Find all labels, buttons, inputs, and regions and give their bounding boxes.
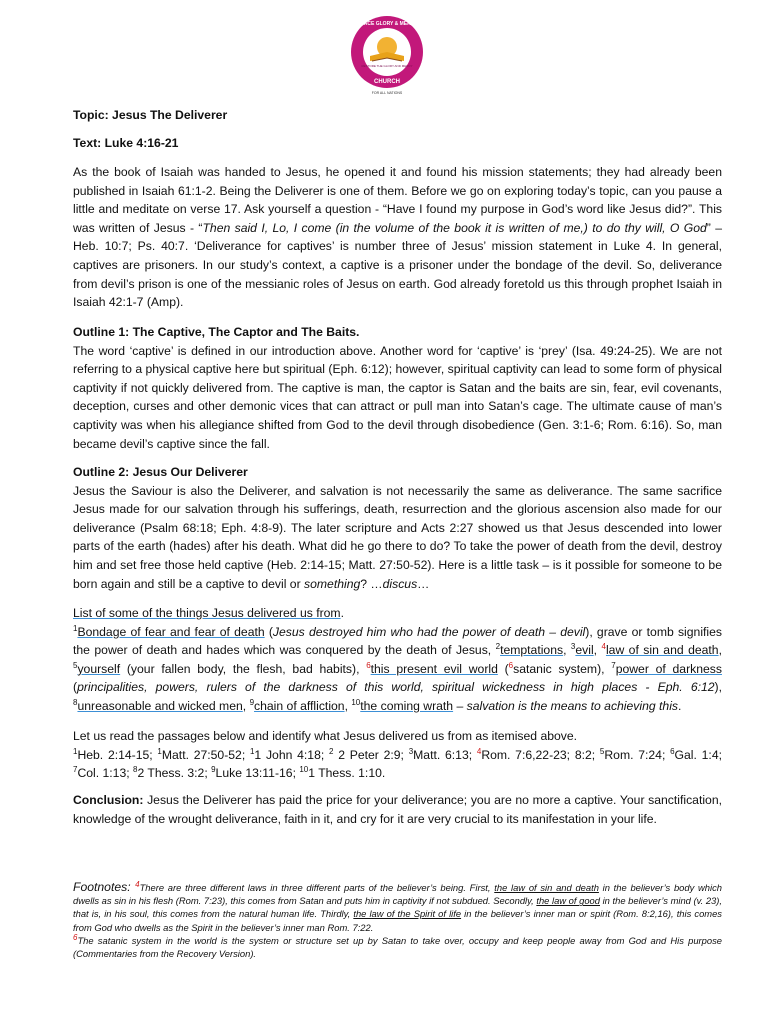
church-logo — [346, 14, 428, 96]
outline2-body: Jesus the Saviour is also the Deliverer, and salvation is not necessarily the same as deliverance. The same sacrifice Jesus made for our salvation through his sufferings, death, resurrection and the glorious ascension also made for our deliverance (Psalm 68:18; Eph. 4:8-9). The later scripture and Acts 2:27 showed us that Jesus descended into lower parts of the earth (hades) after his death. What did he go there to do? To take the power of death from the devil, destroy him and set free those held captive (Heb. 2:14-15; Matt. 27:50-52). Here is a little task – is it possible for someone to be born again and still be a captive to devil or — [73, 483, 722, 591]
text-reference: Text: Luke 4:16-21 — [73, 136, 179, 150]
outline1-body: The word ‘captive’ is defined in our introduction above. Another word for ‘captive’ is ‘prey’ (Isa. 49:24-25). We are not referring to a physical captive here but spiritual (Eph. 6:12); however, spiritual captivity can lead to some form of physical captivity if not quickly delivered from. The captive is man, the captor is Satan and the baits are sin, fear, evil covenants, deception, curses and other demonic vices that can attract or pull man into Satan’s cage. The ultimate cause of man’s captivity was when his allegiance shifted from God to the devil through disobedience (Gen. 3:1-6; Rom. 6:16). So, man became devil’s captive since the fall. — [73, 343, 722, 451]
deliverance-list: List of some of the things Jesus delivered us from. $^1$Bondage of fear and fear of death (Jesus destroyed him who had the power of death – devil), grave or tomb signifies the power of death and hades which was conquered by the death of Jesus, $^2$temptations, $^3$evil, $^4$law of sin and death, $^5$yourself (your fallen body, the flesh, bad habits), $^6$this present evil world ($^6$satanic system), $^7$power of darkness (principalities, powers, rulers of the darkness of this world, spiritual wickedness in high places - Eph. 6:12), $^8$unreasonable and wicked men, $^9$chain of affliction, $^{10}$the coming wrath – salvation is the means to achieving this. — [73, 606, 722, 713]
quote-text: Then said I, Lo, I come (in the volume of the book it is written of me,) to do thy will, O God — [202, 220, 707, 235]
logo-tagline: FOR ALL NATIONS — [371, 91, 403, 95]
passages-refs: $^1$Heb. 2:14-15; $^1$Matt. 27:50-52; $^1$1 John 4:18; $^2$ 2 Peter 2:9; $^3$Matt. 6:13; $^4$Rom. 7:6,22-23; 8:2; $^5$Rom. 7:24; $^6$Gal. 1:4; $^7$Col. 1:13; $^8$2 Thess. 3:2; $^9$Luke 13:11-16; $^{10}$1 Thess. 1:10. — [73, 746, 722, 781]
logo-inner-text: RESTORE THE GLORY AND MERCY — [361, 64, 413, 68]
conclusion-label: Conclusion: — [73, 793, 144, 807]
logo-bottom-text: CHURCH — [374, 79, 400, 85]
list-item-2: temptations — [500, 643, 564, 658]
list-item-1: Bondage of fear and fear of death — [77, 624, 265, 639]
passages-intro: Let us read the passages below and identify what Jesus delivered us from as itemised above. — [73, 729, 578, 743]
list-item-10: the coming wrath — [360, 698, 454, 713]
passages-section — [73, 727, 722, 783]
logo-top-text: GRACE GLORY & MERCY — [356, 21, 418, 27]
topic-heading: Topic: Jesus The Deliverer — [73, 108, 228, 122]
list-heading: List of some of the things Jesus delivered us from — [73, 606, 341, 620]
footnotes-label: Footnotes: — [73, 880, 136, 894]
list-item-5: yourself — [77, 661, 121, 676]
conclusion-paragraph: Conclusion: Jesus the Deliverer has paid the price for your deliverance; you are no more a captive. Your sanctification, knowledge of the wrought deliverance, faith in it, and cry for it are very crucial to its manifestation in your life. — [73, 793, 722, 826]
list-item-3: evil — [575, 643, 594, 658]
footnote-6: The satanic system in the world is the system or structure set up by Satan to take over, occupy and keep people away from God and His purpose (Commentaries from the Recovery Version). — [73, 934, 722, 960]
list-item-6: this present evil world — [370, 661, 498, 676]
intro-paragraph: As the book of Isaiah was handed to Jesus, he opened it and found his mission statements; they had already been published in Isaiah 61:1-2. Being the Deliverer is one of them. Before we go on exploring today’s topic, can you pause a little and meditate on verse 17. Ask yourself a question - “Have I found my purpose in God’s word like Jesus did?”. This was written of Jesus - “Then said I, Lo, I come (in the volume of the book it is written of me,) to do thy will, O God” – Heb. 10:7; Ps. 40:7. ‘Deliverance for captives’ is number three of Jesus’ mission statement in Luke 4. In general, captives are prisoners. In our study’s context, a captive is a prisoner under the bondage of the devil. So, deliverance from devil’s prison is one of the messianic roles of Jesus on earth. God already foretold us this through prophet Isaiah in Isaiah 42:1-7 (Amp). — [73, 165, 722, 310]
outline2-heading: Outline 2: Jesus Our Deliverer — [73, 465, 248, 479]
list-item-9: chain of affliction — [254, 698, 345, 713]
outline1-section — [73, 323, 722, 453]
list-item-8: unreasonable and wicked men — [77, 698, 243, 713]
outline1-heading: Outline 1: The Captive, The Captor and The Baits. — [73, 325, 360, 339]
outline2-section: Outline 2: Jesus Our Deliverer Jesus the Saviour is also the Deliverer, and salvation is not necessarily the same as deliverance. The same sacrifice Jesus made for our salvation through his sufferings, death, resurrection and the glorious ascension also made for our deliverance (Psalm 68:18; Eph. 4:8-9). The later scripture and Acts 2:27 showed us that Jesus descended into lower parts of the earth (hades) after his death. What did he go there to do? To take the power of death from the devil, destroy him and set free those held captive (Heb. 2:14-15; Matt. 27:50-52). Here is a little task – is it possible for someone to be born again and still be a captive to devil or something? …discus… — [73, 465, 722, 591]
list-item-4: law of sin and death — [605, 643, 719, 658]
footnotes-section: Footnotes: $^4$There are three different laws in three different parts of the believer’s being. First, the law of sin and death in the believer’s body which dwells as sin in his flesh (Rom. 7:23), this comes from Satan and puts him in captivity if not subdued. Secondly, the law of good in the believer’s mind (v. 23), that is, in his soul, this comes from the natural human life. Thirdly, the law of the Spirit of life in the believer’s inner man or spirit (Rom. 8:2,16), this comes from God who dwells as the Spirit in the believer’s inner man Rom. 7:22. $^6$The satanic system in the world is the system or structure set up by Satan to take over, occupy and keep people away from God and His purpose (Commentaries from the Recovery Version). — [73, 879, 722, 960]
list-item-7: power of darkness — [615, 661, 722, 676]
